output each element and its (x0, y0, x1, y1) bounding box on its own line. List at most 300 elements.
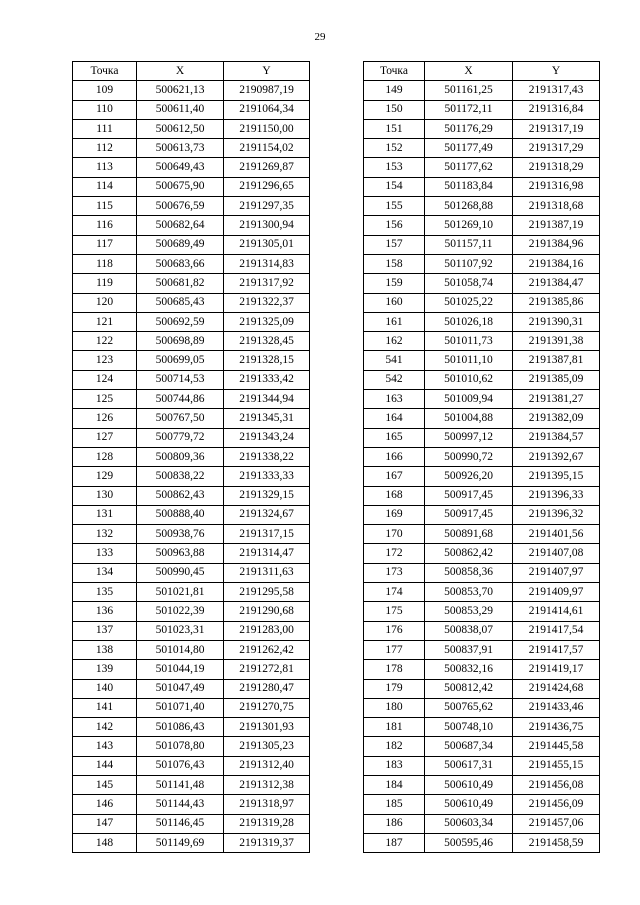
cell-x: 500748,10 (425, 718, 513, 737)
cell-x: 500683,66 (137, 254, 224, 273)
cell-point: 110 (73, 100, 137, 119)
cell-point: 116 (73, 216, 137, 235)
cell-x: 501009,94 (425, 390, 513, 409)
cell-point: 117 (73, 235, 137, 254)
cell-y: 2191445,58 (513, 737, 600, 756)
cell-y: 2191343,24 (224, 428, 310, 447)
cell-x: 501177,62 (425, 158, 513, 177)
cell-point: 135 (73, 583, 137, 602)
table-row (364, 660, 600, 679)
cell-y: 2191414,61 (513, 602, 600, 621)
cell-y: 2191322,37 (224, 293, 310, 312)
table-row (364, 139, 600, 158)
cell-y: 2191319,37 (224, 833, 310, 852)
cell-point: 134 (73, 563, 137, 582)
cell-y: 2191150,00 (224, 119, 310, 138)
cell-x: 500676,59 (137, 197, 224, 216)
cell-point: 128 (73, 447, 137, 466)
cell-point: 159 (364, 274, 425, 293)
table-row (364, 370, 600, 389)
cell-y: 2191316,84 (513, 100, 600, 119)
table-row (364, 158, 600, 177)
cell-point: 154 (364, 177, 425, 196)
cell-y: 2191458,59 (513, 833, 600, 852)
table-row (73, 775, 310, 794)
cell-x: 500685,43 (137, 293, 224, 312)
cell-x: 500832,16 (425, 660, 513, 679)
cell-point: 144 (73, 756, 137, 775)
cell-y: 2191424,68 (513, 679, 600, 698)
cell-x: 500917,45 (425, 505, 513, 524)
cell-y: 2191384,57 (513, 428, 600, 447)
cell-x: 501011,73 (425, 332, 513, 351)
cell-y: 2191419,17 (513, 660, 600, 679)
table-row (73, 795, 310, 814)
cell-point: 149 (364, 81, 425, 100)
cell-y: 2191325,09 (224, 312, 310, 331)
table-row (364, 390, 600, 409)
cell-point: 122 (73, 332, 137, 351)
cell-point: 114 (73, 177, 137, 196)
cell-y: 2191290,68 (224, 602, 310, 621)
table-row (364, 81, 600, 100)
cell-y: 2191433,46 (513, 698, 600, 717)
column-header-x: X (425, 62, 513, 81)
cell-y: 2191328,15 (224, 351, 310, 370)
cell-y: 2191270,75 (224, 698, 310, 717)
table-row (364, 409, 600, 428)
cell-y: 2191436,75 (513, 718, 600, 737)
cell-y: 2191384,96 (513, 235, 600, 254)
cell-point: 173 (364, 563, 425, 582)
table-row (364, 563, 600, 582)
cell-point: 161 (364, 312, 425, 331)
table-header-row (364, 62, 600, 81)
cell-x: 500926,20 (425, 467, 513, 486)
cell-x: 500687,34 (425, 737, 513, 756)
cell-y: 2191314,47 (224, 544, 310, 563)
cell-y: 2191392,67 (513, 447, 600, 466)
cell-point: 177 (364, 640, 425, 659)
table-row (73, 467, 310, 486)
cell-point: 185 (364, 795, 425, 814)
table-row (364, 428, 600, 447)
table-row (73, 100, 310, 119)
cell-point: 153 (364, 158, 425, 177)
cell-x: 500675,90 (137, 177, 224, 196)
cell-x: 500682,64 (137, 216, 224, 235)
table-row (364, 602, 600, 621)
cell-y: 2191064,34 (224, 100, 310, 119)
column-header-x: X (137, 62, 224, 81)
table-row (73, 718, 310, 737)
cell-y: 2191456,08 (513, 775, 600, 794)
cell-x: 500963,88 (137, 544, 224, 563)
cell-x: 501086,43 (137, 718, 224, 737)
table-row (73, 254, 310, 273)
cell-x: 500838,07 (425, 621, 513, 640)
table-row (364, 100, 600, 119)
table-row (364, 621, 600, 640)
table-row (364, 679, 600, 698)
cell-x: 500610,49 (425, 795, 513, 814)
table-row (364, 312, 600, 331)
cell-x: 500853,70 (425, 583, 513, 602)
cell-point: 166 (364, 447, 425, 466)
cell-y: 2191312,40 (224, 756, 310, 775)
cell-y: 2191407,97 (513, 563, 600, 582)
table-row (364, 795, 600, 814)
cell-y: 2191385,86 (513, 293, 600, 312)
table-row (364, 119, 600, 138)
table-row (364, 197, 600, 216)
cell-y: 2191417,54 (513, 621, 600, 640)
cell-point: 111 (73, 119, 137, 138)
table-row (364, 718, 600, 737)
cell-x: 500838,22 (137, 467, 224, 486)
cell-x: 501022,39 (137, 602, 224, 621)
table-row (73, 621, 310, 640)
cell-x: 500917,45 (425, 486, 513, 505)
table-row (364, 486, 600, 505)
cell-y: 2191305,01 (224, 235, 310, 254)
table-row (364, 698, 600, 717)
table-row (73, 640, 310, 659)
cell-y: 2191311,63 (224, 563, 310, 582)
cell-x: 500990,45 (137, 563, 224, 582)
cell-x: 501177,49 (425, 139, 513, 158)
cell-point: 183 (364, 756, 425, 775)
table-row (73, 486, 310, 505)
cell-x: 500765,62 (425, 698, 513, 717)
cell-x: 501047,49 (137, 679, 224, 698)
cell-y: 2191387,19 (513, 216, 600, 235)
cell-x: 500888,40 (137, 505, 224, 524)
cell-y: 2191297,35 (224, 197, 310, 216)
cell-x: 501078,80 (137, 737, 224, 756)
cell-point: 140 (73, 679, 137, 698)
cell-x: 501025,22 (425, 293, 513, 312)
table-row (73, 679, 310, 698)
cell-x: 501172,11 (425, 100, 513, 119)
cell-y: 2191305,23 (224, 737, 310, 756)
cell-y: 2191317,19 (513, 119, 600, 138)
cell-x: 501044,19 (137, 660, 224, 679)
cell-y: 2191314,83 (224, 254, 310, 273)
cell-point: 179 (364, 679, 425, 698)
cell-point: 131 (73, 505, 137, 524)
cell-point: 182 (364, 737, 425, 756)
coordinates-table-left (72, 61, 310, 853)
column-header-y: Y (224, 62, 310, 81)
cell-point: 137 (73, 621, 137, 640)
table-row (73, 158, 310, 177)
table-row (73, 814, 310, 833)
cell-point: 125 (73, 390, 137, 409)
cell-point: 172 (364, 544, 425, 563)
table-row (73, 833, 310, 852)
cell-y: 2191455,15 (513, 756, 600, 775)
table-row (73, 274, 310, 293)
cell-x: 501071,40 (137, 698, 224, 717)
cell-x: 501141,48 (137, 775, 224, 794)
table-row (73, 544, 310, 563)
cell-y: 2191384,16 (513, 254, 600, 273)
cell-point: 133 (73, 544, 137, 563)
cell-x: 501004,88 (425, 409, 513, 428)
table-row (364, 505, 600, 524)
cell-x: 500990,72 (425, 447, 513, 466)
cell-point: 155 (364, 197, 425, 216)
table-row (73, 563, 310, 582)
cell-x: 500699,05 (137, 351, 224, 370)
cell-y: 2191317,29 (513, 139, 600, 158)
cell-x: 500891,68 (425, 525, 513, 544)
cell-point: 541 (364, 351, 425, 370)
cell-x: 500698,89 (137, 332, 224, 351)
cell-y: 2191409,97 (513, 583, 600, 602)
table-row (364, 814, 600, 833)
cell-point: 152 (364, 139, 425, 158)
table-row (73, 660, 310, 679)
cell-x: 501021,81 (137, 583, 224, 602)
cell-point: 162 (364, 332, 425, 351)
cell-point: 139 (73, 660, 137, 679)
cell-x: 500681,82 (137, 274, 224, 293)
column-header-point: Точка (364, 62, 425, 81)
cell-x: 500610,49 (425, 775, 513, 794)
cell-x: 500938,76 (137, 525, 224, 544)
cell-y: 2191417,57 (513, 640, 600, 659)
cell-point: 113 (73, 158, 137, 177)
cell-point: 141 (73, 698, 137, 717)
table-row (364, 756, 600, 775)
cell-x: 500858,36 (425, 563, 513, 582)
table-row (364, 254, 600, 273)
table-row (364, 351, 600, 370)
cell-point: 163 (364, 390, 425, 409)
cell-y: 2191382,09 (513, 409, 600, 428)
cell-y: 2191381,27 (513, 390, 600, 409)
cell-point: 180 (364, 698, 425, 717)
column-header-point: Точка (73, 62, 137, 81)
cell-x: 501157,11 (425, 235, 513, 254)
cell-y: 2191262,42 (224, 640, 310, 659)
cell-point: 169 (364, 505, 425, 524)
table-row (73, 602, 310, 621)
cell-x: 501144,43 (137, 795, 224, 814)
cell-x: 501058,74 (425, 274, 513, 293)
cell-point: 146 (73, 795, 137, 814)
cell-y: 2191283,00 (224, 621, 310, 640)
cell-x: 501107,92 (425, 254, 513, 273)
table-row (73, 351, 310, 370)
cell-point: 158 (364, 254, 425, 273)
column-header-y: Y (513, 62, 600, 81)
cell-point: 132 (73, 525, 137, 544)
cell-y: 2191329,15 (224, 486, 310, 505)
cell-x: 500714,53 (137, 370, 224, 389)
cell-y: 2191344,94 (224, 390, 310, 409)
table-row (73, 119, 310, 138)
cell-y: 2191328,45 (224, 332, 310, 351)
cell-point: 176 (364, 621, 425, 640)
cell-y: 2191154,02 (224, 139, 310, 158)
cell-y: 2191318,97 (224, 795, 310, 814)
cell-x: 500862,42 (425, 544, 513, 563)
table-row (73, 505, 310, 524)
cell-x: 501149,69 (137, 833, 224, 852)
cell-y: 2191317,92 (224, 274, 310, 293)
cell-x: 501076,43 (137, 756, 224, 775)
cell-x: 500603,34 (425, 814, 513, 833)
cell-y: 2191390,31 (513, 312, 600, 331)
cell-point: 120 (73, 293, 137, 312)
cell-x: 500744,86 (137, 390, 224, 409)
cell-point: 168 (364, 486, 425, 505)
cell-point: 178 (364, 660, 425, 679)
cell-y: 2191401,56 (513, 525, 600, 544)
cell-point: 142 (73, 718, 137, 737)
cell-y: 2191333,33 (224, 467, 310, 486)
cell-y: 2191407,08 (513, 544, 600, 563)
cell-point: 187 (364, 833, 425, 852)
cell-point: 150 (364, 100, 425, 119)
cell-x: 501014,80 (137, 640, 224, 659)
table-row (73, 139, 310, 158)
table-row (73, 312, 310, 331)
cell-point: 167 (364, 467, 425, 486)
cell-x: 500617,31 (425, 756, 513, 775)
cell-point: 164 (364, 409, 425, 428)
cell-point: 174 (364, 583, 425, 602)
cell-x: 501161,25 (425, 81, 513, 100)
cell-x: 501023,31 (137, 621, 224, 640)
cell-x: 500809,36 (137, 447, 224, 466)
page-number: 29 (314, 31, 326, 43)
cell-y: 2191319,28 (224, 814, 310, 833)
cell-point: 115 (73, 197, 137, 216)
table-row (73, 390, 310, 409)
cell-point: 165 (364, 428, 425, 447)
cell-point: 148 (73, 833, 137, 852)
cell-y: 2191272,81 (224, 660, 310, 679)
cell-y: 2191317,43 (513, 81, 600, 100)
cell-point: 129 (73, 467, 137, 486)
cell-x: 501010,62 (425, 370, 513, 389)
cell-x: 500853,29 (425, 602, 513, 621)
table-row (73, 235, 310, 254)
cell-y: 2191316,98 (513, 177, 600, 196)
table-row (364, 235, 600, 254)
cell-x: 501269,10 (425, 216, 513, 235)
cell-y: 2191385,09 (513, 370, 600, 389)
cell-point: 119 (73, 274, 137, 293)
table-row (73, 370, 310, 389)
table-row (364, 177, 600, 196)
cell-x: 501176,29 (425, 119, 513, 138)
cell-y: 2191387,81 (513, 351, 600, 370)
table-row (364, 583, 600, 602)
cell-y: 2191318,68 (513, 197, 600, 216)
cell-y: 2191324,67 (224, 505, 310, 524)
cell-x: 500767,50 (137, 409, 224, 428)
table-row (73, 216, 310, 235)
cell-x: 501011,10 (425, 351, 513, 370)
cell-x: 500779,72 (137, 428, 224, 447)
table-row (73, 197, 310, 216)
cell-x: 500862,43 (137, 486, 224, 505)
cell-point: 175 (364, 602, 425, 621)
cell-point: 130 (73, 486, 137, 505)
cell-point: 118 (73, 254, 137, 273)
table-row (364, 467, 600, 486)
cell-point: 136 (73, 602, 137, 621)
cell-point: 170 (364, 525, 425, 544)
cell-x: 501146,45 (137, 814, 224, 833)
cell-x: 500595,46 (425, 833, 513, 852)
cell-x: 500621,13 (137, 81, 224, 100)
cell-point: 112 (73, 139, 137, 158)
table-row (73, 81, 310, 100)
cell-point: 124 (73, 370, 137, 389)
cell-point: 184 (364, 775, 425, 794)
cell-y: 2191396,33 (513, 486, 600, 505)
cell-y: 2191384,47 (513, 274, 600, 293)
cell-point: 181 (364, 718, 425, 737)
table-row (73, 756, 310, 775)
table-row (73, 737, 310, 756)
table-row (73, 177, 310, 196)
cell-y: 2191300,94 (224, 216, 310, 235)
cell-y: 2191295,58 (224, 583, 310, 602)
cell-y: 2191457,06 (513, 814, 600, 833)
cell-y: 2191318,29 (513, 158, 600, 177)
coordinates-table-right (363, 61, 600, 853)
cell-x: 501268,88 (425, 197, 513, 216)
table-row (73, 698, 310, 717)
cell-y: 2191391,38 (513, 332, 600, 351)
table-row (364, 640, 600, 659)
cell-y: 2191395,15 (513, 467, 600, 486)
cell-x: 500997,12 (425, 428, 513, 447)
cell-y: 2191317,15 (224, 525, 310, 544)
table-row (364, 525, 600, 544)
table-row (73, 583, 310, 602)
cell-y: 2191296,65 (224, 177, 310, 196)
table-row (73, 409, 310, 428)
cell-y: 2191333,42 (224, 370, 310, 389)
cell-y: 2191396,32 (513, 505, 600, 524)
cell-y: 2190987,19 (224, 81, 310, 100)
cell-y: 2191338,22 (224, 447, 310, 466)
cell-y: 2191312,38 (224, 775, 310, 794)
cell-x: 501026,18 (425, 312, 513, 331)
cell-x: 500612,50 (137, 119, 224, 138)
cell-point: 156 (364, 216, 425, 235)
cell-x: 501183,84 (425, 177, 513, 196)
cell-point: 127 (73, 428, 137, 447)
table-row (364, 293, 600, 312)
table-row (73, 447, 310, 466)
cell-point: 542 (364, 370, 425, 389)
cell-y: 2191456,09 (513, 795, 600, 814)
cell-point: 147 (73, 814, 137, 833)
cell-x: 500649,43 (137, 158, 224, 177)
cell-x: 500611,40 (137, 100, 224, 119)
table-row (73, 525, 310, 544)
cell-x: 500613,73 (137, 139, 224, 158)
